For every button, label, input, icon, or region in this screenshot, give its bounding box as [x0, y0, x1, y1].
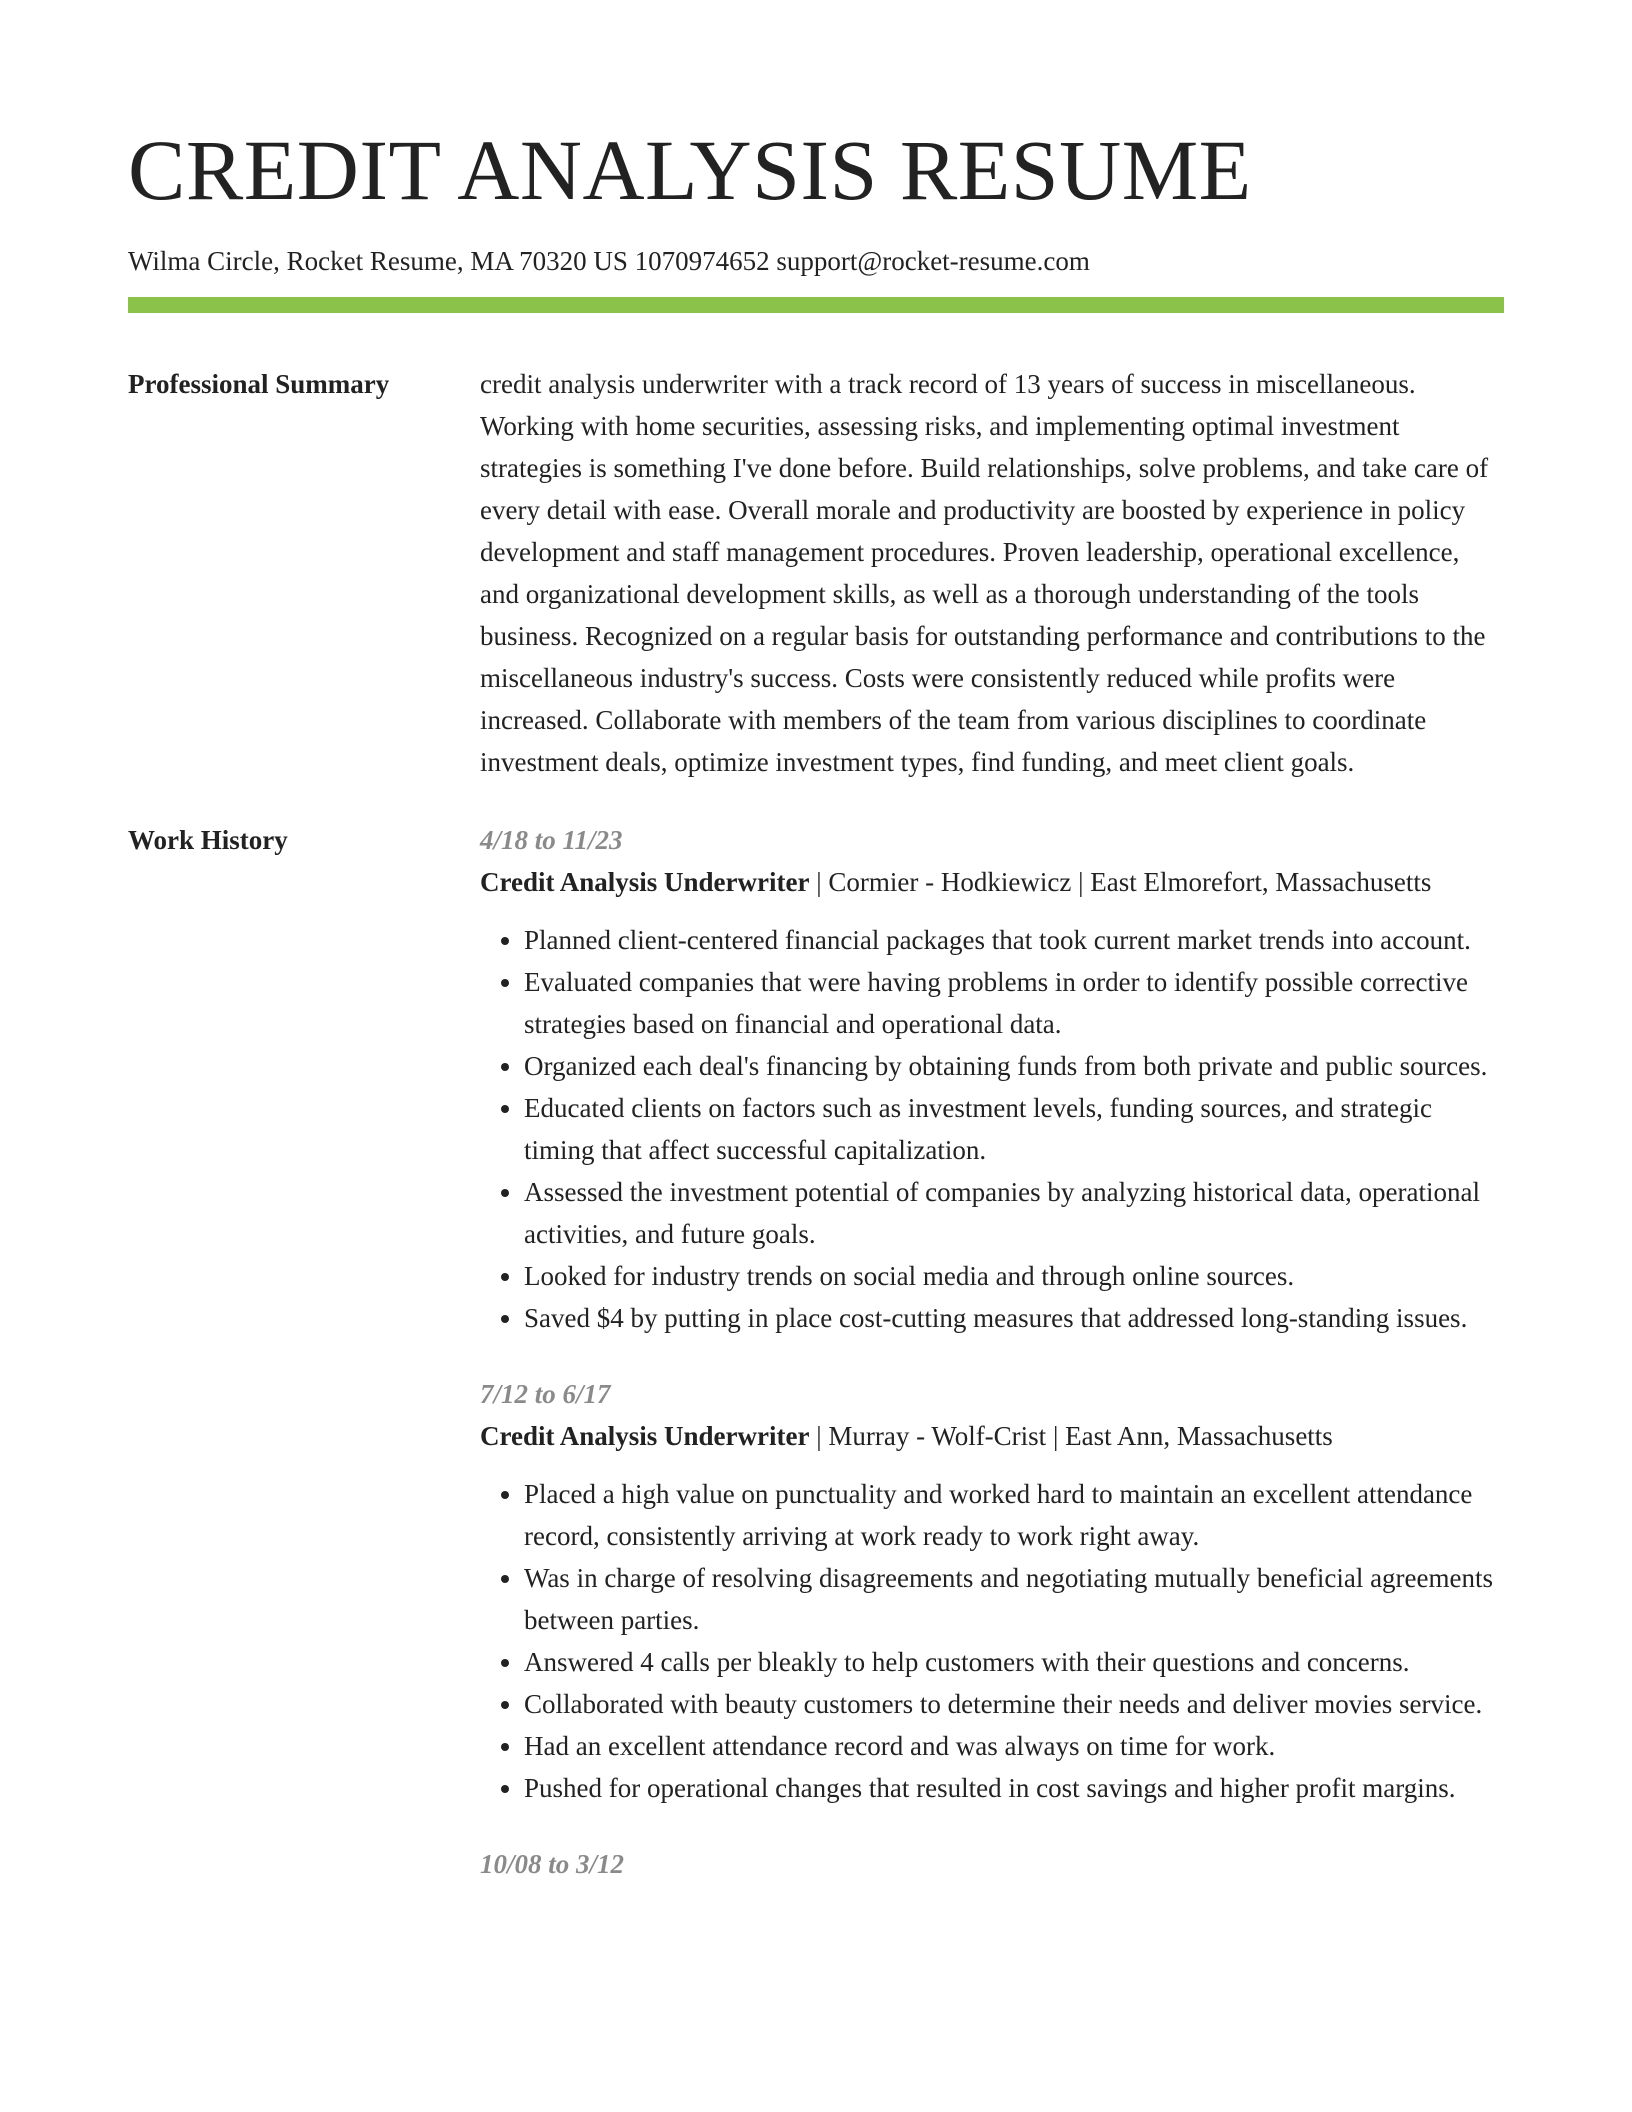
job-separator: |: [809, 1421, 829, 1451]
job-dates: 4/18 to 11/23: [480, 825, 623, 855]
contact-phone: 1070974652: [634, 246, 770, 276]
job-separator: |: [1046, 1421, 1066, 1451]
job-bullet: • Was in charge of resolving disagreements and negotiating mutually beneficial agreements between parties.: [524, 1557, 1504, 1641]
job-company: Murray - Wolf-Crist: [828, 1421, 1047, 1451]
work-history-section: [128, 819, 1504, 1919]
job-bullet-list: [480, 1473, 1504, 1809]
work-entry: [480, 1373, 1504, 1809]
job-bullet: • Organized each deal's financing by obtaining funds from both private and public sources.: [524, 1045, 1504, 1087]
job-company: Cormier - Hodkiewicz: [828, 867, 1072, 897]
job-bullet: • Planned client-centered financial packages that took current market trends into account.: [524, 919, 1504, 961]
contact-address: Wilma Circle, Rocket Resume, MA 70320 US: [128, 246, 628, 276]
professional-summary-section: [128, 363, 1504, 783]
section-label-work: Work History: [128, 825, 288, 855]
job-separator: |: [1071, 867, 1091, 897]
resume-title: CREDIT ANALYSIS RESUME: [128, 122, 1252, 218]
header-divider: [128, 297, 1504, 313]
work-history-body: [480, 819, 1504, 1919]
summary-body: [480, 363, 1504, 783]
job-bullet: • Answered 4 calls per bleakly to help customers with their questions and concerns.: [524, 1641, 1504, 1683]
job-location: East Elmorefort, Massachusetts: [1090, 867, 1432, 897]
resume-page: [128, 0, 1504, 1919]
job-heading: [480, 861, 1504, 903]
job-heading: [480, 1415, 1504, 1457]
job-bullet: • Collaborated with beauty customers to determine their needs and deliver movies service.: [524, 1683, 1504, 1725]
job-bullet: • Placed a high value on punctuality and worked hard to maintain an excellent attendance record, consistently arriving at work ready to work right away.: [524, 1473, 1504, 1557]
job-bullet: • Evaluated companies that were having problems in order to identify possible corrective strategies based on financial and operational data.: [524, 961, 1504, 1045]
section-label-summary: Professional Summary: [128, 369, 390, 399]
job-title: Credit Analysis Underwriter: [480, 867, 810, 897]
job-bullet-list: [480, 919, 1504, 1339]
job-bullet: • Had an excellent attendance record and was always on time for work.: [524, 1725, 1504, 1767]
contact-email: support@rocket-resume.com: [776, 246, 1090, 276]
job-dates: 7/12 to 6/17: [480, 1379, 611, 1409]
contact-line: [128, 244, 1504, 278]
job-location: East Ann, Massachusetts: [1065, 1421, 1333, 1451]
job-title: Credit Analysis Underwriter: [480, 1421, 810, 1451]
job-bullet: • Educated clients on factors such as investment levels, funding sources, and strategic timing that affect successful capitalization.: [524, 1087, 1504, 1171]
job-separator: |: [809, 867, 829, 897]
job-bullet: • Saved $4 by putting in place cost-cutting measures that addressed long-standing issues.: [524, 1297, 1504, 1339]
work-entry: [480, 1843, 1504, 1885]
job-bullet: • Pushed for operational changes that resulted in cost savings and higher profit margins.: [524, 1767, 1504, 1809]
job-bullet: • Looked for industry trends on social media and through online sources.: [524, 1255, 1504, 1297]
work-entry: [480, 819, 1504, 1339]
summary-text: credit analysis underwriter with a track record of 13 years of success in miscellaneous. Working with home securities, assessing risks, and implementing optimal investment strategies is something I've done before. Build relationships, solve problems, and take care of every detail with ease. Overall morale and productivity are boosted by experience in policy development and staff management procedures. Proven leadership, operational excellence, and organizational development skills, as well as a thorough understanding of the tools business. Recognized on a regular basis for outstanding performance and contributions to the miscellaneous industry's success. Costs were consistently reduced while profits were increased. Collaborate with members of the team from various disciplines to coordinate investment deals, optimize investment types, find funding, and meet client goals.: [480, 369, 1489, 777]
job-bullet: • Assessed the investment potential of companies by analyzing historical data, operational activities, and future goals.: [524, 1171, 1504, 1255]
job-dates: 10/08 to 3/12: [480, 1849, 625, 1879]
